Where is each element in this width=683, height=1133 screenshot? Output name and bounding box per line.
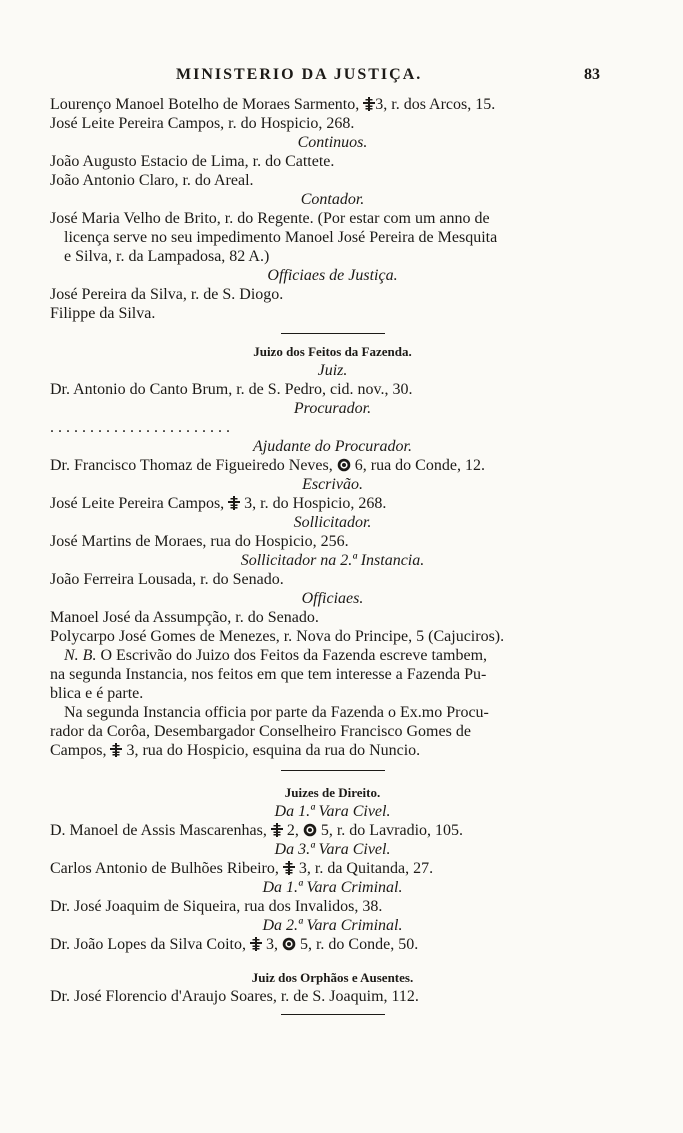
- section-label: Continuos.: [297, 134, 368, 151]
- note-line: na segunda Instancia, nos feitos em que tem interesse a Fazenda Pu-: [50, 666, 487, 683]
- entry-line: licença serve no seu impedimento Manoel José Pereira de Mesquita: [64, 229, 498, 246]
- entry-line: Dr. José Florencio d'Araujo Soares, r. de S. Joaquim, 112.: [50, 988, 419, 1005]
- section-divider: [281, 1014, 385, 1015]
- entry-line: João Augusto Estacio de Lima, r. do Cattete.: [50, 153, 335, 170]
- section-label: Procurador.: [293, 400, 372, 417]
- section-label: Da 1.ª Vara Civel.: [274, 803, 391, 820]
- entry-line: José Maria Velho de Brito, r. do Regente. (Por estar com um anno de: [50, 210, 490, 227]
- entry-line: Dr. João Lopes da Silva Coito, 3, 5, r. do Conde, 50.: [50, 936, 419, 953]
- order-cross-icon: [283, 861, 295, 875]
- section-label: Ajudante do Procurador.: [253, 438, 412, 455]
- entry-line: Dr. Antonio do Canto Brum, r. de S. Pedro, cid. nov., 30.: [50, 381, 413, 398]
- order-rose-icon: [282, 937, 296, 951]
- section-label: Da 3.ª Vara Civel.: [274, 841, 391, 858]
- entry-line: Dr. José Joaquim de Siqueira, rua dos Invalidos, 38.: [50, 898, 383, 915]
- order-cross-icon: [363, 97, 375, 111]
- section-label: Escrivão.: [302, 476, 363, 493]
- paragraph-line: Campos, 3, rua do Hospicio, esquina da rua do Nuncio.: [50, 742, 421, 759]
- section-heading: Juiz dos Orphãos e Ausentes.: [251, 970, 414, 985]
- paragraph-line: rador da Corôa, Desembargador Conselheiro Francisco Gomes de: [50, 723, 471, 740]
- paragraph-line: Na segunda Instancia officia por parte da Fazenda o Ex.mo Procu-: [64, 704, 489, 721]
- entry-line: Dr. Francisco Thomaz de Figueiredo Neves, 6, rua do Conde, 12.: [50, 457, 485, 474]
- note-line: blica e é parte.: [50, 685, 144, 702]
- entry-line: D. Manoel de Assis Mascarenhas, 2, 5, r. do Lavradio, 105.: [50, 822, 464, 839]
- page-title: MINISTERIO DA JUSTIÇA.: [176, 66, 423, 83]
- entry-line: José Pereira da Silva, r. de S. Diogo.: [50, 286, 284, 303]
- page-content: [50, 95, 615, 1015]
- note-line: N. B. O Escrivão do Juizo dos Feitos da Fazenda escreve tambem,: [64, 647, 488, 664]
- dotted-leader: . . . . . . . . . . . . . . . . . . . . . . .: [50, 419, 230, 436]
- entry-line: e Silva, r. da Lampadosa, 82 A.): [64, 248, 270, 265]
- entry-line: Polycarpo José Gomes de Menezes, r. Nova do Principe, 5 (Cajuciros).: [50, 628, 505, 645]
- order-cross-icon: [110, 743, 122, 757]
- section-heading: Juizes de Direito.: [284, 785, 381, 800]
- entry-line: José Leite Pereira Campos, 3, r. do Hospicio, 268.: [50, 495, 387, 512]
- entry-line: José Leite Pereira Campos, r. do Hospicio, 268.: [50, 115, 355, 132]
- section-label: Officiaes de Justiça.: [267, 267, 398, 284]
- section-label: Sollicitador na 2.ª Instancia.: [240, 552, 425, 569]
- section-label: Contador.: [300, 191, 365, 208]
- order-cross-icon: [271, 823, 283, 837]
- section-heading: Juizo dos Feitos da Fazenda.: [253, 344, 412, 359]
- order-cross-icon: [250, 937, 262, 951]
- page-number: 83: [584, 66, 600, 83]
- section-label: Sollicitador.: [293, 514, 372, 531]
- entry-line: Lourenço Manoel Botelho de Moraes Sarmento, 3, r. dos Arcos, 15.: [50, 96, 496, 113]
- entry-line: Carlos Antonio de Bulhões Ribeiro, 3, r. da Quitanda, 27.: [50, 860, 434, 877]
- order-rose-icon: [337, 458, 351, 472]
- section-label: Da 2.ª Vara Criminal.: [262, 917, 403, 934]
- order-rose-icon: [303, 823, 317, 837]
- section-label: Da 1.ª Vara Criminal.: [262, 879, 403, 896]
- entry-line: João Antonio Claro, r. do Areal.: [50, 172, 254, 189]
- entry-line: João Ferreira Lousada, r. do Senado.: [50, 571, 284, 588]
- entry-line: Filippe da Silva.: [50, 305, 156, 322]
- section-label: Officiaes.: [301, 590, 364, 607]
- order-cross-icon: [228, 496, 240, 510]
- entry-line: Manoel José da Assumpção, r. do Senado.: [50, 609, 319, 626]
- entry-line: José Martins de Moraes, rua do Hospicio, 256.: [50, 533, 349, 550]
- section-label: Juiz.: [317, 362, 348, 379]
